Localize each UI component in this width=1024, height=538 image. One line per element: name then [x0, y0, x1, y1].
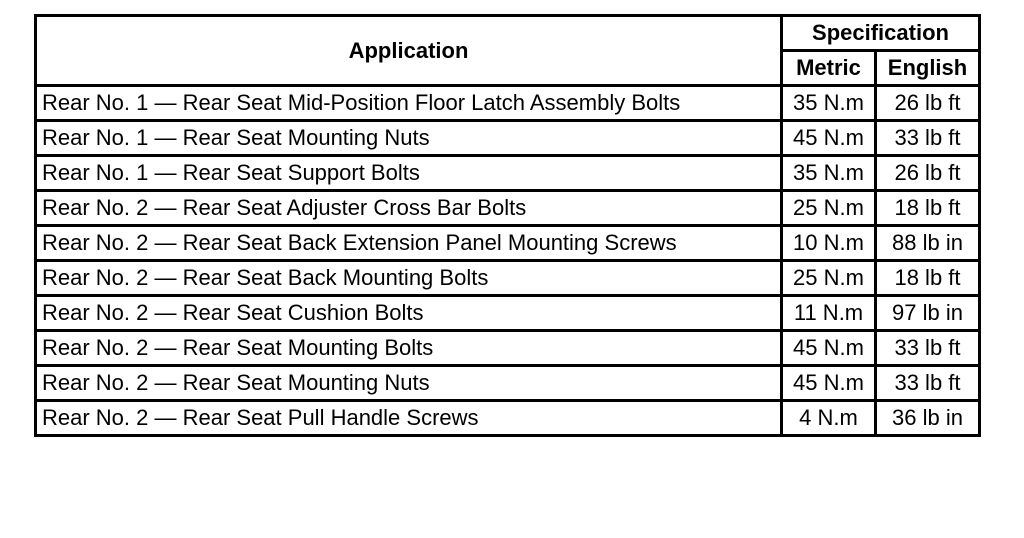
english-cell: 33 lb ft — [876, 366, 980, 401]
metric-cell: 45 N.m — [782, 366, 876, 401]
english-cell: 88 lb in — [876, 226, 980, 261]
application-cell: Rear No. 2 — Rear Seat Mounting Bolts — [36, 331, 782, 366]
application-cell: Rear No. 1 — Rear Seat Mounting Nuts — [36, 121, 782, 156]
table-row — [36, 401, 980, 436]
metric-cell: 25 N.m — [782, 191, 876, 226]
table-row — [36, 156, 980, 191]
application-cell: Rear No. 2 — Rear Seat Mounting Nuts — [36, 366, 782, 401]
metric-cell: 35 N.m — [782, 86, 876, 121]
english-cell: 33 lb ft — [876, 121, 980, 156]
application-cell: Rear No. 1 — Rear Seat Mid-Position Floor Latch Assembly Bolts — [36, 86, 782, 121]
english-cell: 26 lb ft — [876, 156, 980, 191]
metric-cell: 45 N.m — [782, 121, 876, 156]
header-row-top — [36, 16, 980, 51]
table-row — [36, 86, 980, 121]
metric-cell: 35 N.m — [782, 156, 876, 191]
metric-cell: 10 N.m — [782, 226, 876, 261]
table-header — [36, 16, 980, 86]
application-cell: Rear No. 2 — Rear Seat Cushion Bolts — [36, 296, 782, 331]
metric-cell: 25 N.m — [782, 261, 876, 296]
application-cell: Rear No. 2 — Rear Seat Back Mounting Bolts — [36, 261, 782, 296]
table-row — [36, 261, 980, 296]
english-header: English — [876, 51, 980, 86]
metric-cell: 4 N.m — [782, 401, 876, 436]
table-body — [36, 86, 980, 436]
english-cell: 26 lb ft — [876, 86, 980, 121]
application-cell: Rear No. 1 — Rear Seat Support Bolts — [36, 156, 782, 191]
table-row — [36, 331, 980, 366]
metric-cell: 11 N.m — [782, 296, 876, 331]
metric-header: Metric — [782, 51, 876, 86]
table-row — [36, 191, 980, 226]
english-cell: 18 lb ft — [876, 261, 980, 296]
english-cell: 33 lb ft — [876, 331, 980, 366]
application-cell: Rear No. 2 — Rear Seat Adjuster Cross Bar Bolts — [36, 191, 782, 226]
table-row — [36, 366, 980, 401]
fastener-spec-table — [34, 14, 981, 437]
english-cell: 97 lb in — [876, 296, 980, 331]
table-row — [36, 226, 980, 261]
application-cell: Rear No. 2 — Rear Seat Back Extension Panel Mounting Screws — [36, 226, 782, 261]
english-cell: 36 lb in — [876, 401, 980, 436]
application-cell: Rear No. 2 — Rear Seat Pull Handle Screws — [36, 401, 782, 436]
english-cell: 18 lb ft — [876, 191, 980, 226]
table-row — [36, 121, 980, 156]
specification-header: Specification — [782, 16, 980, 51]
table-row — [36, 296, 980, 331]
metric-cell: 45 N.m — [782, 331, 876, 366]
application-header: Application — [36, 16, 782, 86]
